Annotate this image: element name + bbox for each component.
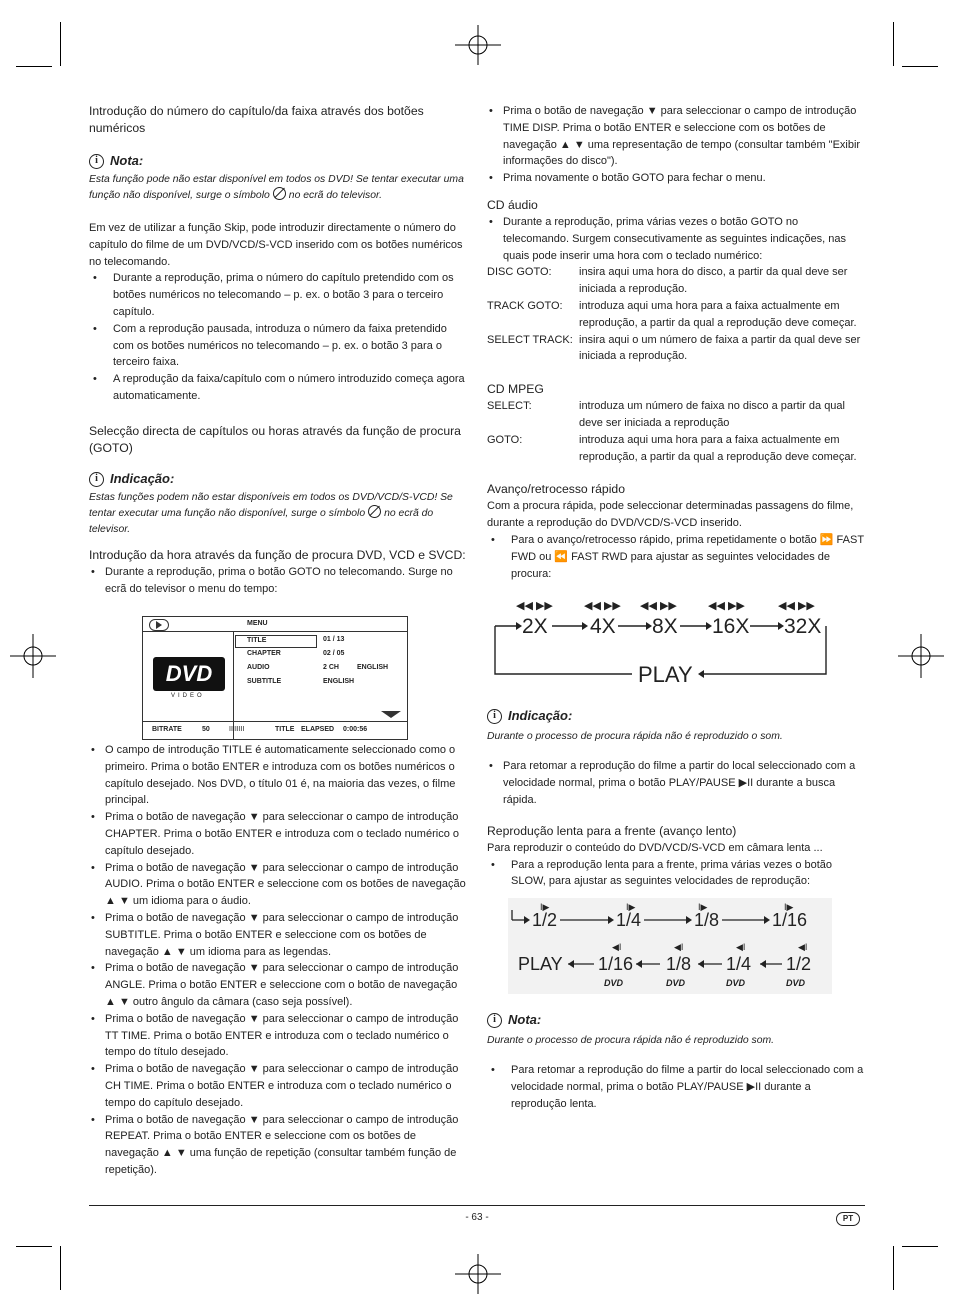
footer-value: 50 — [202, 726, 210, 733]
dvd-small-logo: DVD — [666, 978, 686, 988]
field-label: TITLE — [247, 637, 267, 644]
field-label: CHAPTER — [247, 650, 281, 657]
list-item: • Prima o botão de navegação ▼ para seleccionar o campo de introdução REPEAT. Prima o botão ENTER e seleccione com os botões de navegação ▲ ▼ uma função de repetição (consultar também função de repetição). — [89, 1112, 467, 1179]
crop-mark — [60, 1246, 61, 1290]
list-item: • Prima o botão de navegação ▼ para seleccionar o campo de introdução SUBTITLE. Prima o botão ENTER e seleccione com os botões de navegação ▲ ▼ um idioma para as legendas. — [89, 910, 467, 960]
list-item: • Prima novamente o botão GOTO para fechar o menu. — [487, 170, 865, 187]
fast-search-diagram — [490, 596, 830, 686]
footer-rule — [89, 1205, 865, 1206]
crop-mark — [60, 22, 61, 66]
info-icon: i — [487, 1013, 502, 1028]
bitrate-bars: IIIIIIII — [229, 726, 245, 733]
list-item: • Para o avanço/retrocesso rápido, prima repetidamente o botão ⏩ FAST FWD ou ⏪ FAST RWD para ajustar as seguintes velocidades de procura: — [487, 532, 865, 582]
section-heading: Reprodução lenta para a frente (avanço lento) — [487, 823, 737, 838]
video-label: VIDEO — [171, 693, 205, 699]
note-text: Durante o processo de procura rápida não é reproduzido som. — [487, 1034, 775, 1046]
list-item: • Durante a reprodução, prima o botão GOTO no telecomando. Surge no ecrã do televisor o menu do tempo: — [89, 564, 467, 598]
list-item: • Para retomar a reprodução do filme a partir do local seleccionado com a velocidade normal, prima o botão PLAY/PAUSE ▶II durante a reprodução lenta. — [487, 1062, 865, 1112]
note-heading: i Indicação: — [487, 708, 865, 725]
info-icon: i — [89, 154, 104, 169]
field-label: AUDIO — [247, 664, 270, 671]
play-label: PLAY — [518, 954, 563, 974]
left-column — [89, 103, 467, 598]
note-heading: i Nota: — [89, 153, 467, 170]
disc-icon — [149, 619, 169, 631]
right-column — [487, 103, 865, 582]
slow-speed-label: 1/16 — [598, 954, 634, 974]
left-column-bottom — [89, 742, 467, 1179]
footer-label: ELAPSED — [301, 726, 335, 733]
crop-mark — [16, 1246, 52, 1247]
step-back-icon: ◀I — [798, 942, 808, 952]
definition-row: SELECT TRACK: insira aqui o um número de faixa a partir da qual deve ser iniciada a reprodução. — [487, 333, 861, 363]
step-forward-icon: I▶ — [540, 902, 550, 912]
slow-speed-label: 1/4 — [616, 910, 642, 930]
rewind-forward-icon: ◀◀ ▶▶ — [640, 600, 677, 612]
slow-speed-label: 1/8 — [666, 954, 692, 974]
definition-row: TRACK GOTO: introduza aqui uma hora para a faixa actualmente em reprodução, a partir da qual a reprodução deve começar. — [487, 299, 857, 329]
info-icon: i — [487, 709, 502, 724]
rewind-forward-icon: ◀◀ ▶▶ — [516, 600, 553, 612]
paragraph: Para reproduzir o conteúdo do DVD/VCD/S-VCD em câmara lenta ... — [487, 841, 823, 854]
paragraph: Em vez de utilizar a função Skip, pode introduzir directamente o número do capítulo do filme de um DVD/VCD/S-VCD inserido com os botões numéricos no telecomando. — [89, 221, 463, 268]
speed-label: 32X — [784, 615, 822, 638]
registration-mark — [10, 634, 56, 678]
page-number: - 63 - — [465, 1212, 489, 1223]
list-item: • Durante a reprodução, prima várias vezes o botão GOTO no telecomando. Surgem consecutivamente as seguintes indicações, nas quais pode inserir uma hora com o teclado numérico: — [487, 214, 865, 264]
footer-label: TITLE — [275, 726, 295, 733]
registration-mark — [898, 634, 944, 678]
rewind-forward-icon: ◀◀ ▶▶ — [708, 600, 745, 612]
right-column-bottom — [487, 1012, 865, 1113]
list-item: • Para retomar a reprodução do filme a partir do local seleccionado com a velocidade normal, prima o botão PLAY/PAUSE ▶II durante a busca rápida. — [487, 758, 865, 808]
paragraph: Com a procura rápida, pode seleccionar determinadas passagens do filme, durante a reprodução do DVD/VCD/S-VCD inserido. — [487, 500, 854, 530]
crop-mark — [893, 22, 894, 66]
list-item: • Durante a reprodução, prima o número do capítulo pretendido com os botões numéricos no telecomando – p. ex. o botão 3 para o terceiro capítulo. — [89, 270, 467, 320]
field-value: 01 / 13 — [323, 636, 345, 643]
dvd-logo: DVD — [153, 657, 225, 691]
slow-speed-label: 1/4 — [726, 954, 752, 974]
step-forward-icon: I▶ — [784, 902, 794, 912]
crop-mark — [893, 1246, 894, 1290]
dvd-small-logo: DVD — [726, 978, 746, 988]
step-back-icon: ◀I — [674, 942, 684, 952]
section-heading: Avanço/retrocesso rápido — [487, 482, 625, 497]
list-item: • Prima o botão de navegação ▼ para seleccionar o campo de introdução TIME DISP. Prima o botão ENTER e seleccione com os botões de navegação ▲ ▼ uma representação de tempo (consultar também "Exibir informações do disco"). — [487, 103, 865, 170]
rewind-forward-icon: ◀◀ ▶▶ — [778, 600, 815, 612]
speed-label: 4X — [590, 615, 616, 638]
scroll-down-icon — [381, 711, 401, 718]
field-value: ENGLISH — [357, 664, 389, 671]
language-badge: PT — [836, 1212, 860, 1226]
list-item: • O campo de introdução TITLE é automaticamente seleccionado como o primeiro. Prima o botão ENTER e introduza com os botões numéricos o capítulo desejado. Nos DVD, o título 01 é, na maioria das vezes, o filme principal. — [89, 742, 467, 809]
registration-mark — [455, 25, 501, 65]
crop-mark — [16, 66, 52, 67]
list-item: • Prima o botão de navegação ▼ para seleccionar o campo de introdução CHAPTER. Prima o botão ENTER e introduza com o teclado numérico o capítulo desejado. — [89, 809, 467, 859]
slow-speed-label: 1/2 — [532, 910, 558, 930]
definition-row: DISC GOTO: insira aqui uma hora do disco, a partir da qual deve ser iniciada a reprodução. — [487, 266, 848, 296]
list-item: • Prima o botão de navegação ▼ para seleccionar o campo de introdução CH TIME. Prima o botão ENTER e introduza com o teclado numérico o tempo do capítulo desejado. — [89, 1061, 467, 1111]
right-column-mid — [487, 708, 865, 890]
footer-value: 0:00:56 — [343, 726, 368, 733]
note-text: Durante o processo de procura rápida não é reproduzido o som. — [487, 730, 783, 742]
list-item: • Para a reprodução lenta para a frente, prima várias vezes o botão SLOW, para ajustar as seguintes velocidades de reprodução: — [487, 857, 865, 891]
menu-title: MENU — [247, 620, 268, 627]
note-heading: i Indicação: — [89, 471, 467, 488]
section-heading: Introdução do número do capítulo/da faixa através dos botões numéricos — [89, 104, 424, 135]
note-text: Estas funções podem não estar disponíveis em todos os DVD/VCD/S-VCD! Se tentar executar uma função não disponível, surge o símbolo no ecrã do televisor. — [89, 491, 453, 535]
definition-row: SELECT: introduza um número de faixa no disco a partir da qual deve ser iniciada a reprodução — [487, 400, 845, 429]
list-item: • Prima o botão de navegação ▼ para seleccionar o campo de introdução TT TIME. Prima o botão ENTER e introduza com o teclado numérico o tempo do título desejado. — [89, 1011, 467, 1061]
dvd-small-logo: DVD — [786, 978, 806, 988]
list-item: • Com a reprodução pausada, introduza o número da faixa pretendido com os botões numéricos no telecomando – p. ex. o botão 3 para o terceiro faixa. — [89, 321, 467, 371]
step-forward-icon: I▶ — [626, 902, 636, 912]
info-icon: i — [89, 472, 104, 487]
slow-speed-label: 1/8 — [694, 910, 720, 930]
crop-mark — [902, 66, 938, 67]
section-heading: Selecção directa de capítulos ou horas através da função de procura (GOTO) — [89, 423, 461, 455]
play-label: PLAY — [638, 662, 693, 686]
footer-label: BITRATE — [152, 726, 182, 733]
crop-mark — [902, 1246, 938, 1247]
step-back-icon: ◀I — [736, 942, 746, 952]
section-heading: CD áudio — [487, 197, 538, 212]
divider — [233, 631, 234, 739]
time-menu-screen — [142, 616, 408, 740]
section-heading: Introdução da hora através da função de procura DVD, VCD e SVCD: — [89, 548, 466, 563]
field-value: ENGLISH — [323, 678, 355, 685]
step-forward-icon: I▶ — [698, 902, 708, 912]
rewind-forward-icon: ◀◀ ▶▶ — [584, 600, 621, 612]
field-label: SUBTITLE — [247, 678, 282, 685]
slow-motion-diagram — [508, 898, 832, 994]
prohibited-icon — [368, 505, 381, 518]
prohibited-icon — [273, 187, 286, 200]
note-heading: i Nota: — [487, 1012, 865, 1029]
registration-mark — [455, 1254, 501, 1294]
dvd-small-logo: DVD — [604, 978, 624, 988]
step-back-icon: ◀I — [612, 942, 622, 952]
speed-label: 8X — [652, 615, 678, 638]
menu-header — [143, 617, 407, 632]
field-value: 2 CH — [323, 664, 339, 671]
slow-speed-label: 1/16 — [772, 910, 808, 930]
note-text: Esta função pode não estar disponível em todos os DVD! Se tentar executar uma função não disponível, surge o símbolo no ecrã do televisor. — [89, 173, 464, 202]
list-item: • Prima o botão de navegação ▼ para seleccionar o campo de introdução ANGLE. Prima o botão ENTER e seleccione com o botão de navegação ▲ ▼ outro ângulo da câmara (caso seja possível). — [89, 960, 467, 1010]
divider — [143, 721, 407, 722]
slow-speed-label: 1/2 — [786, 954, 812, 974]
list-item: • Prima o botão de navegação ▼ para seleccionar o campo de introdução AUDIO. Prima o botão ENTER e seleccione com os botões de navegação ▲ ▼ um idioma para o áudio. — [89, 860, 467, 910]
speed-label: 16X — [712, 615, 750, 638]
definition-row: GOTO: introduza aqui uma hora para a faixa actualmente em reprodução, a partir da qual a reprodução deve começar. — [487, 433, 857, 463]
speed-label: 2X — [522, 615, 548, 638]
section-heading: CD MPEG — [487, 382, 544, 397]
list-item: • A reprodução da faixa/capítulo com o número introduzido começa agora automaticamente. — [89, 371, 467, 405]
field-value: 02 / 05 — [323, 650, 345, 657]
